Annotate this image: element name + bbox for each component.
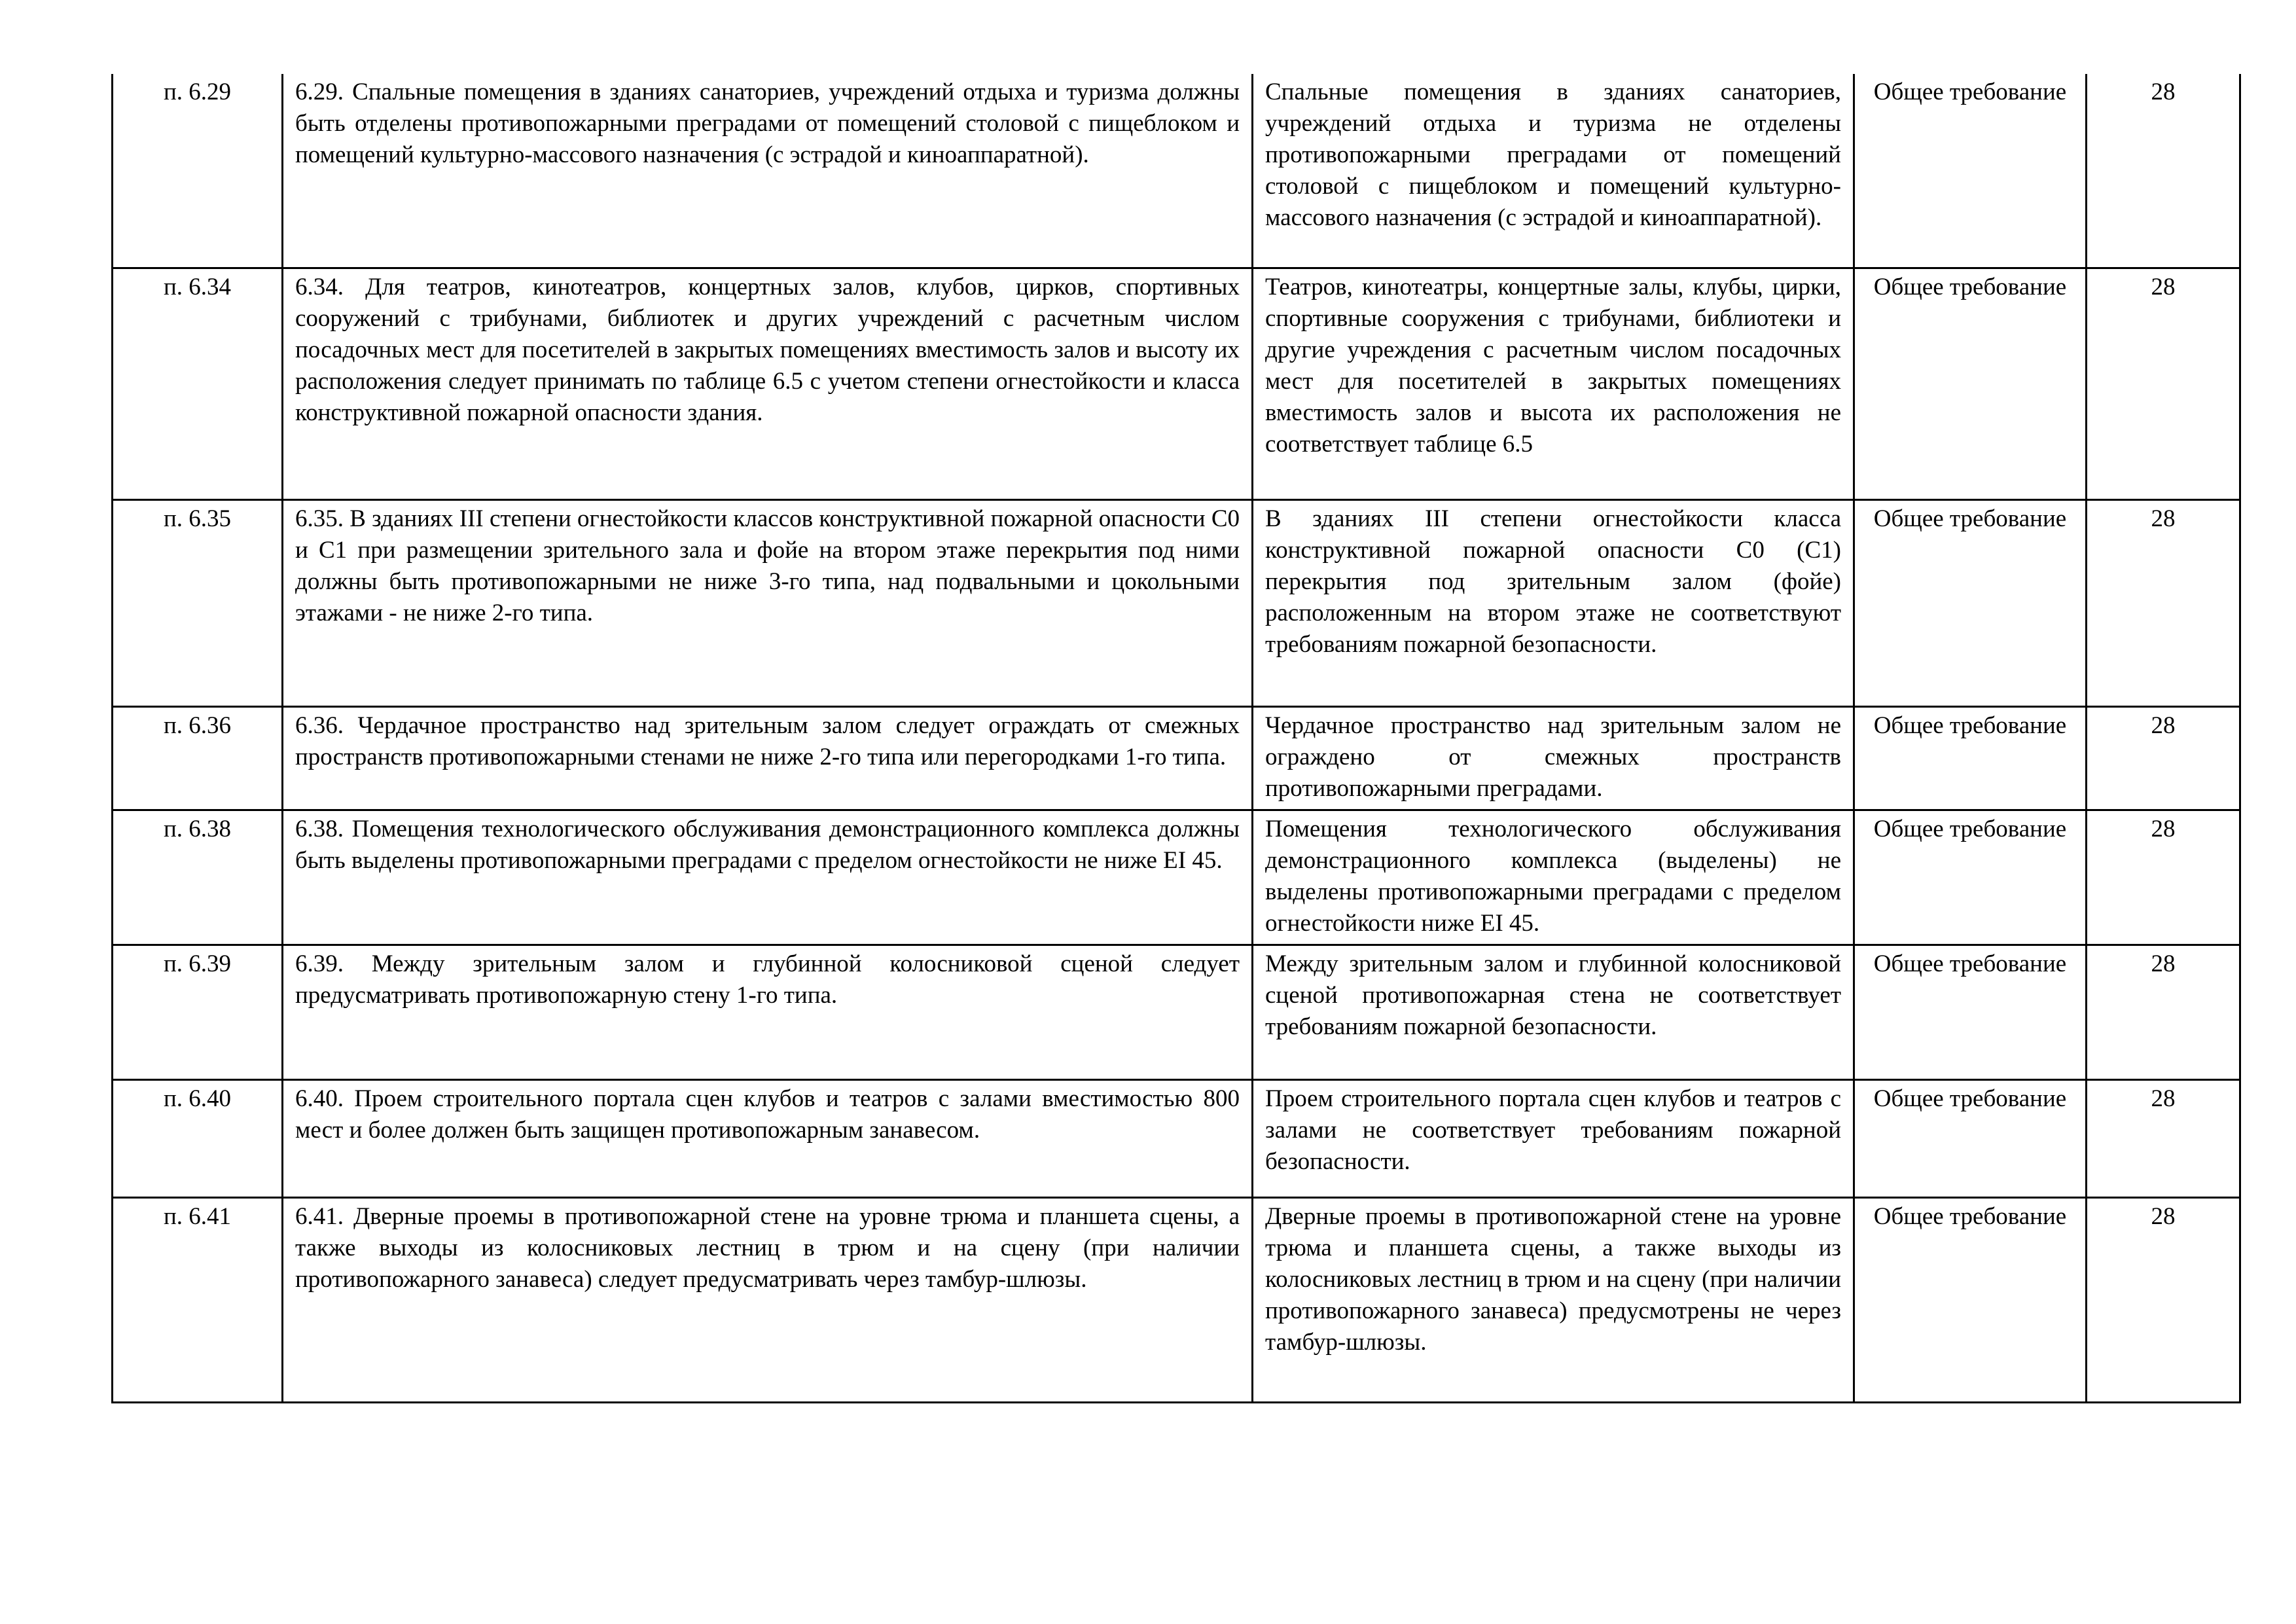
violation-text: Дверные проемы в противопожарной стене на уровне трюма и планшета сцены, а также выходы из колосниковых лестниц в трюм и на сцену (при наличии противопожарного занавеса) предусмотрены не через тамбур-шлюзы. <box>1253 1197 1854 1402</box>
violation-text: Театров, кинотеатры, концертные залы, клубы, цирки, спортивные сооружения с трибунами, библиотеки и другие учреждения с расчетным числом посадочных мест для посетителей в закрытых помещениях вместимость залов и высота их расположения не соответствует таблице 6.5 <box>1253 268 1854 499</box>
page-number: 28 <box>2087 810 2240 945</box>
document-page <box>111 74 2239 1403</box>
table-row <box>113 268 2240 499</box>
requirement-text: 6.29. Спальные помещения в зданиях санаториев, учреждений отдыха и туризма должны быть отделены противопожарными преградами от помещений столовой с пищеблоком и помещений культурно-массового назначения (с эстрадой и киноаппаратной). <box>283 74 1253 268</box>
violation-text: В зданиях III степени огнестойкости класса конструктивной пожарной опасности С0 (С1) перекрытия под зрительным залом (фойе) расположенным на втором этаже не соответствуют требованиям пожарной безопасности. <box>1253 499 1854 706</box>
requirement-type: Общее требование <box>1854 1079 2087 1197</box>
requirement-type: Общее требование <box>1854 945 2087 1079</box>
requirement-text: 6.40. Проем строительного портала сцен клубов и театров с залами вместимостью 800 мест и более должен быть защищен противопожарным занавесом. <box>283 1079 1253 1197</box>
table-row <box>113 1079 2240 1197</box>
table-row <box>113 706 2240 810</box>
requirement-type: Общее требование <box>1854 499 2087 706</box>
table-row <box>113 1197 2240 1402</box>
clause-ref: п. 6.35 <box>113 499 283 706</box>
page-number: 28 <box>2087 706 2240 810</box>
clause-ref: п. 6.29 <box>113 74 283 268</box>
requirement-text: 6.38. Помещения технологического обслуживания демонстрационного комплекса должны быть выделены противопожарными преградами с пределом огнестойкости не ниже EI 45. <box>283 810 1253 945</box>
table-row <box>113 74 2240 268</box>
clause-ref: п. 6.36 <box>113 706 283 810</box>
requirement-type: Общее требование <box>1854 268 2087 499</box>
requirement-text: 6.35. В зданиях III степени огнестойкости классов конструктивной пожарной опасности С0 и С1 при размещении зрительного зала и фойе на втором этаже перекрытия под ними должны быть противопожарными не ниже 3-го типа, над подвальными и цокольными этажами - не ниже 2-го типа. <box>283 499 1253 706</box>
clause-ref: п. 6.34 <box>113 268 283 499</box>
table-row <box>113 499 2240 706</box>
requirement-type: Общее требование <box>1854 1197 2087 1402</box>
requirement-type: Общее требование <box>1854 810 2087 945</box>
clause-ref: п. 6.40 <box>113 1079 283 1197</box>
table-row <box>113 945 2240 1079</box>
violation-text: Помещения технологического обслуживания демонстрационного комплекса (выделены) не выделены противопожарными преградами с пределом огнестойкости ниже EI 45. <box>1253 810 1854 945</box>
page-number: 28 <box>2087 74 2240 268</box>
clause-ref: п. 6.38 <box>113 810 283 945</box>
page-number: 28 <box>2087 268 2240 499</box>
violation-text: Спальные помещения в зданиях санаториев, учреждений отдыха и туризма не отделены противопожарными преградами от помещений столовой с пищеблоком и помещений культурно-массового назначения (с эстрадой и киноаппаратной). <box>1253 74 1854 268</box>
requirement-text: 6.41. Дверные проемы в противопожарной стене на уровне трюма и планшета сцены, а также выходы из колосниковых лестниц в трюм и на сцену (при наличии противопожарного занавеса) следует предусматривать через тамбур-шлюзы. <box>283 1197 1253 1402</box>
requirement-text: 6.34. Для театров, кинотеатров, концертных залов, клубов, цирков, спортивных сооружений с трибунами, библиотек и других учреждений с расчетным числом посадочных мест для посетителей в закрытых помещениях вместимость залов и высоту их расположения следует принимать по таблице 6.5 с учетом степени огнестойкости и класса конструктивной пожарной опасности здания. <box>283 268 1253 499</box>
requirements-table <box>111 74 2241 1403</box>
page-number: 28 <box>2087 1079 2240 1197</box>
violation-text: Между зрительным залом и глубинной колосниковой сценой противопожарная стена не соответствует требованиям пожарной безопасности. <box>1253 945 1854 1079</box>
requirement-type: Общее требование <box>1854 706 2087 810</box>
violation-text: Чердачное пространство над зрительным залом не ограждено от смежных пространств противопожарными преградами. <box>1253 706 1854 810</box>
page-number: 28 <box>2087 499 2240 706</box>
table-row <box>113 810 2240 945</box>
page-number: 28 <box>2087 1197 2240 1402</box>
clause-ref: п. 6.39 <box>113 945 283 1079</box>
page-number: 28 <box>2087 945 2240 1079</box>
requirement-text: 6.36. Чердачное пространство над зрительным залом следует ограждать от смежных пространств противопожарными стенами не ниже 2-го типа или перегородками 1-го типа. <box>283 706 1253 810</box>
requirement-type: Общее требование <box>1854 74 2087 268</box>
violation-text: Проем строительного портала сцен клубов и театров с залами не соответствует требованиям пожарной безопасности. <box>1253 1079 1854 1197</box>
requirement-text: 6.39. Между зрительным залом и глубинной колосниковой сценой следует предусматривать противопожарную стену 1-го типа. <box>283 945 1253 1079</box>
clause-ref: п. 6.41 <box>113 1197 283 1402</box>
